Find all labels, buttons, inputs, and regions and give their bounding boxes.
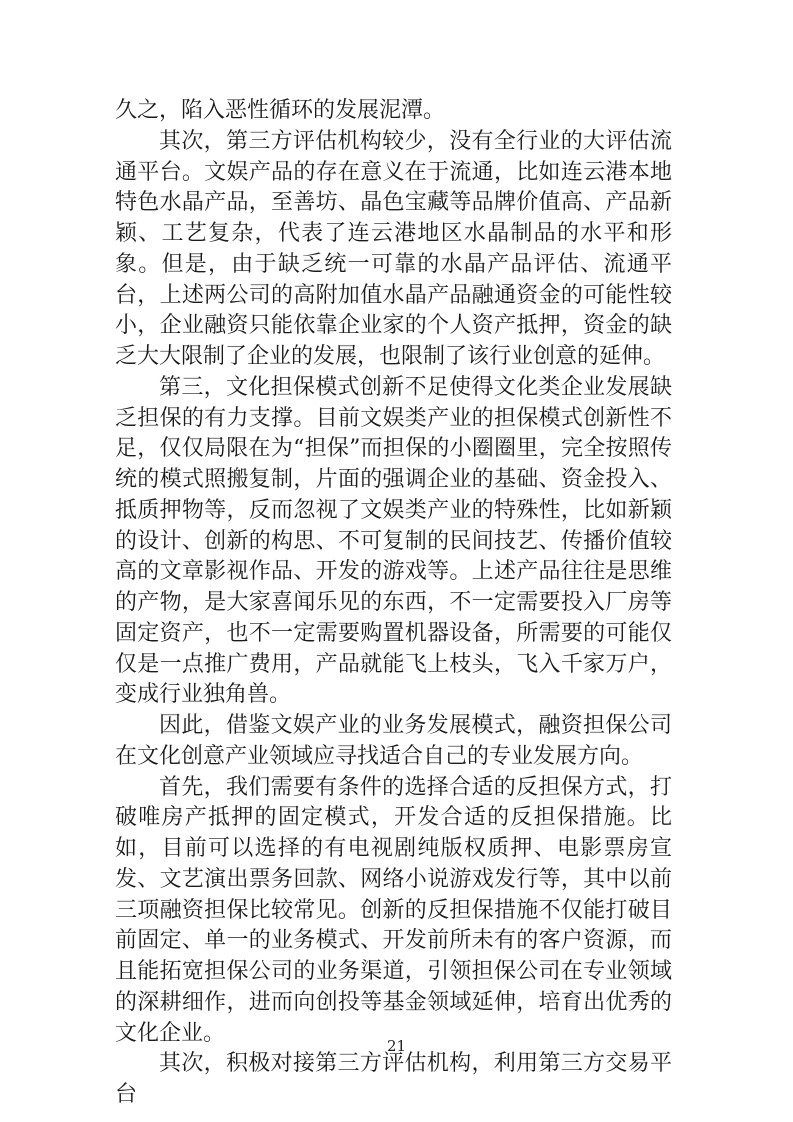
paragraph: 第三，文化担保模式创新不足使得文化类企业发展缺乏担保的有力支撑。目前文娱类产业的担保模式创新性不足，仅仅局限在为“担保”而担保的小圈圈里，完全按照传统的模式照搬复制，片面的强调企业的基础、资金投入、抵质押物等，反而忽视了文娱类产业的特殊性，比如新颖的设计、创新的构思、不可复制的民间技艺、传播价值较高的文章影视作品、开发的游戏等。上述产品往往是思维的产物，是大家喜闻乐见的东西，不一定需要投入厂房等固定资产，也不一定需要购置机器设备，所需要的可能仅仅是一点推广费用，产品就能飞上枝头，飞入千家万户，变成行业独角兽。 <box>115 374 672 708</box>
page-footer <box>0 1036 793 1056</box>
page-number: 21 <box>386 1037 407 1055</box>
page-body-text <box>115 96 672 1111</box>
paragraph: 因此，借鉴文娱产业的业务发展模式，融资担保公司在文化创意产业领域应寻找适合自己的专业发展方向。 <box>115 713 672 769</box>
paragraph: 其次，第三方评估机构较少，没有全行业的大评估流通平台。文娱产品的存在意义在于流通，比如连云港本地特色水晶产品，至善坊、晶色宝藏等品牌价值高、产品新颖、工艺复杂，代表了连云港地区水晶制品的水平和形象。但是，由于缺乏统一可靠的水晶产品评估、流通平台，上述两公司的高附加值水晶产品融通资金的可能性较小，企业融资只能依靠企业家的个人资产抵押，资金的缺乏大大限制了企业的发展，也限制了该行业创意的延伸。 <box>115 128 672 369</box>
paragraph-continuation: 久之，陷入恶性循环的发展泥潭。 <box>115 98 446 123</box>
paragraph: 其次，积极对接第三方评估机构，利用第三方交易平台 <box>115 1051 672 1107</box>
paragraph: 首先，我们需要有条件的选择合适的反担保方式，打破唯房产抵押的固定模式，开发合适的反担保措施。比如，目前可以选择的有电视剧纯版权质押、电影票房宣发、文艺演出票务回款、网络小说游戏发行等，其中以前三项融资担保比较常见。创新的反担保措施不仅能打破目前固定、单一的业务模式、开发前所未有的客户资源，而且能拓宽担保公司的业务渠道，引领担保公司在专业领域的深耕细作，进而向创投等基金领域延伸，培育出优秀的文化企业。 <box>115 774 672 1046</box>
